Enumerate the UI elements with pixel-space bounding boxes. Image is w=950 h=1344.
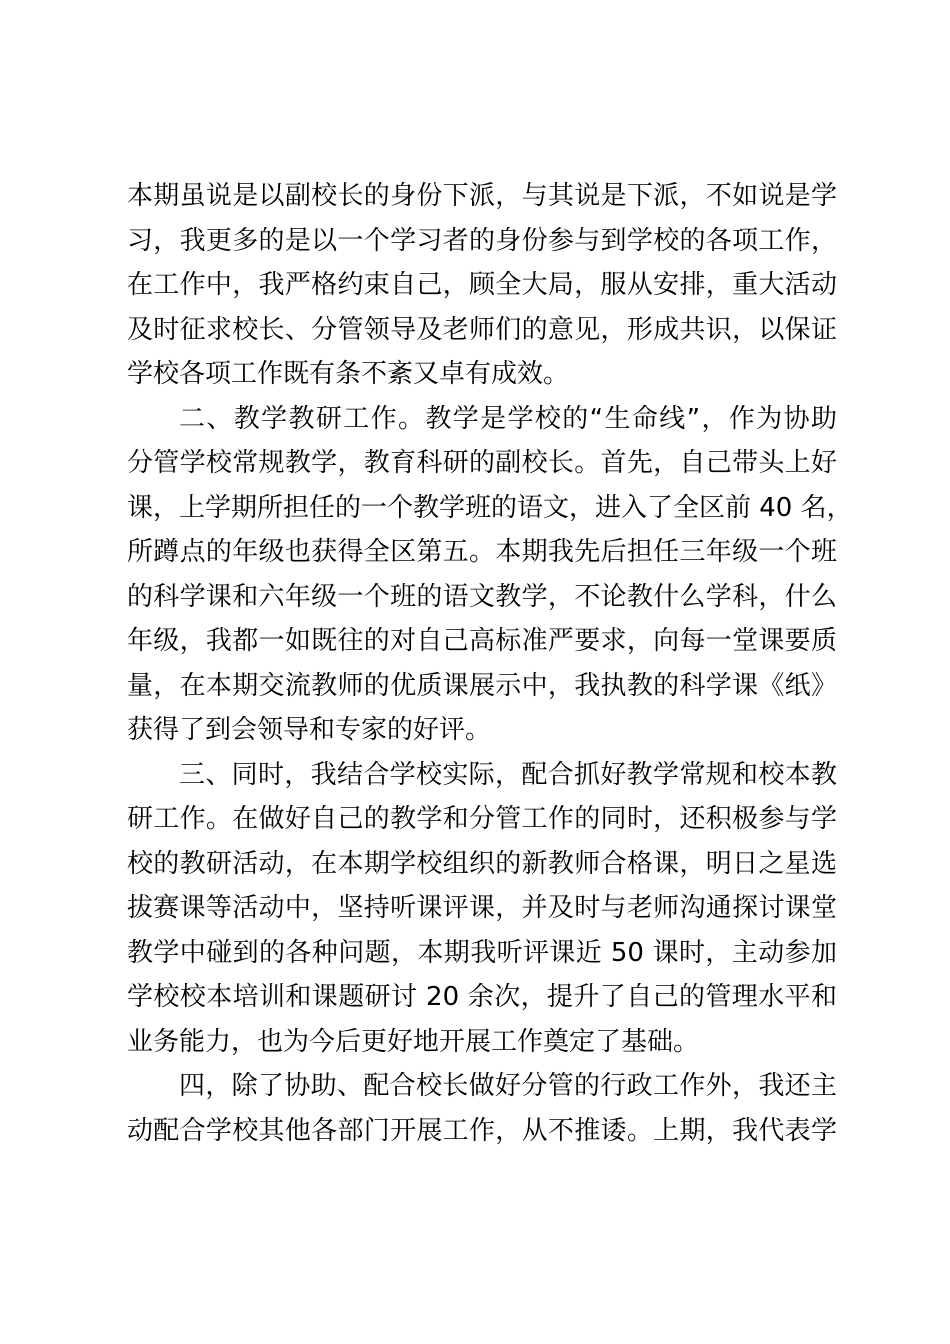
text-line: 量，在本期交流教师的优质课展示中，我执教的科学课《纸》 [127,670,837,701]
paragraph-1 [127,174,837,397]
document-body [127,174,853,1153]
text-line: 拔赛课等活动中，坚持听课评课，并及时与老师沟通探讨课堂 [127,893,837,923]
paragraph-2 [127,397,853,753]
text-line: 的科学课和六年级一个班的语文教学，不论教什么学科，什么 [127,581,837,612]
text-line: 学校各项工作既有条不紊又卓有成效。 [127,359,570,389]
text-line: 本期虽说是以副校长的身份下派，与其说是下派，不如说是学 [127,181,837,211]
text-line: 课，上学期所担任的一个教学班的语文，进入了全区前 40 名， [127,492,853,523]
text-line: 动配合学校其他各部门开展工作，从不推诿。上期，我代表学 [127,1115,837,1146]
paragraph-4 [127,1064,837,1153]
text-line: 所蹲点的年级也获得全区第五。本期我先后担任三年级一个班 [127,537,837,567]
text-line: 二、教学教研工作。教学是学校的“生命线”，作为协助 [179,403,837,434]
text-line: 年级，我都一如既往的对自己高标准严要求，向每一堂课要质 [127,626,837,656]
text-line: 学校校本培训和课题研讨 20 余次，提升了自己的管理水平和 [127,982,837,1012]
text-line: 四，除了协助、配合校长做好分管的行政工作外，我还主 [179,1071,837,1101]
text-line: 三、同时，我结合学校实际，配合抓好教学常规和校本教 [179,759,837,790]
text-line: 获得了到会领导和专家的好评。 [127,715,492,745]
text-line: 分管学校常规教学，教育科研的副校长。首先，自己带头上好 [127,448,837,478]
text-line: 习，我更多的是以一个学习者的身份参与到学校的各项工作， [127,225,837,256]
text-line: 及时征求校长、分管领导及老师们的意见，形成共识，以保证 [127,314,837,345]
text-line: 研工作。在做好自己的教学和分管工作的同时，还积极参与学 [127,804,837,834]
text-line: 教学中碰到的各种问题，本期我听评课近 50 课时，主动参加 [127,937,837,968]
text-line: 在工作中，我严格约束自己，顾全大局，服从安排，重大活动 [127,270,837,300]
paragraph-3 [127,753,837,1065]
text-line: 业务能力，也为今后更好地开展工作奠定了基础。 [127,1026,700,1057]
text-line: 校的教研活动，在本期学校组织的新教师合格课，明日之星选 [127,848,837,879]
